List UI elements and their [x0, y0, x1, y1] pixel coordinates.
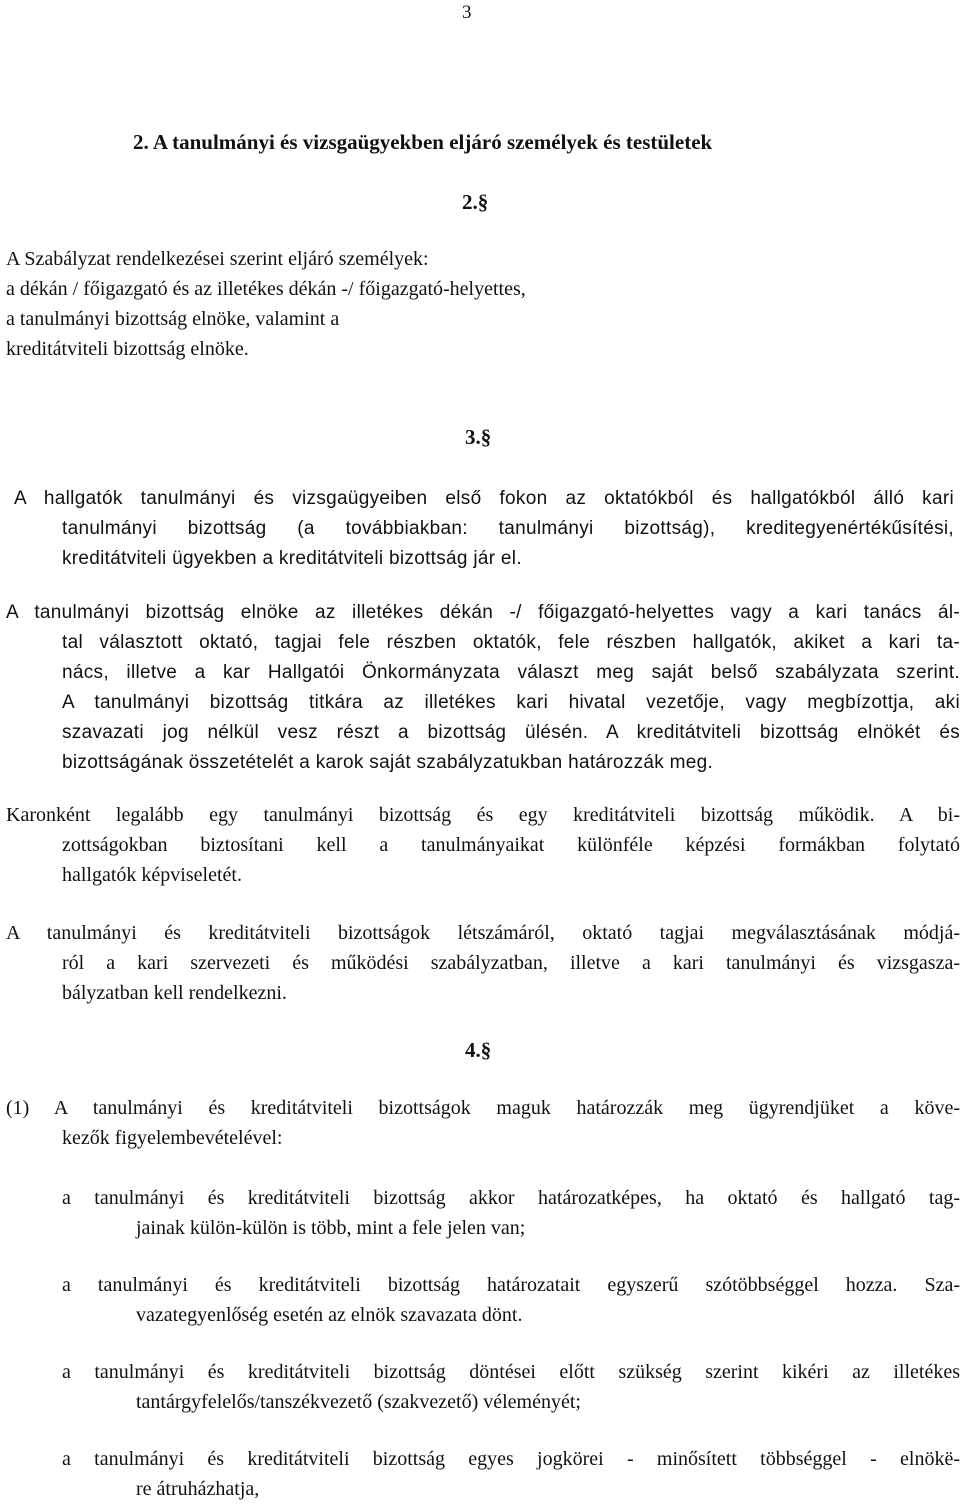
text-line: bályzatban kell rendelkezni.	[62, 982, 287, 1004]
text-line: re átruházhatja,	[136, 1478, 260, 1500]
text-line: szavazati jog nélkül vesz részt a bizottság ülésén. A kreditátviteli bizottság elnökét és	[62, 722, 960, 743]
page-number: 3	[462, 2, 472, 23]
text-line: A Szabályzat rendelkezései szerint eljáró személyek:	[6, 248, 429, 270]
text-line: (1) A tanulmányi és kreditátviteli bizottságok maguk határozzák meg ügyrendjüket a köve-	[6, 1097, 960, 1119]
text-line: a tanulmányi bizottság elnöke, valamint a	[6, 308, 340, 330]
text-line: a dékán / főigazgató és az illetékes dékán -/ főigazgató-helyettes,	[6, 278, 526, 300]
text-line: A tanulmányi bizottság titkára az illetékes kari hivatal vezetője, vagy megbízottja, aki	[62, 692, 960, 713]
text-line: kezők figyelembevételével:	[62, 1127, 283, 1149]
text-line: tal választott oktató, tagjai fele részben oktatók, fele részben hallgatók, akiket a kari ta-	[62, 632, 960, 653]
list-item	[62, 1270, 960, 1330]
text-line: jainak külön-külön is több, mint a fele jelen van;	[136, 1217, 526, 1239]
text-line: kreditátviteli bizottság elnöke.	[6, 338, 249, 360]
text-line: a tanulmányi és kreditátviteli bizottság határozatait egyszerű szótöbbséggel hozza. Sza-	[62, 1274, 960, 1296]
section-4-heading: 4.§	[465, 1038, 492, 1062]
text-line: A tanulmányi és kreditátviteli bizottságok létszámáról, oktató tagjai megválasztásának módjá-	[6, 922, 960, 944]
text-line: a tanulmányi és kreditátviteli bizottság döntései előtt szükség szerint kikéri az illetékes	[62, 1361, 960, 1383]
paragraph-2	[6, 244, 706, 364]
text-line: A tanulmányi bizottság elnöke az illetékes dékán -/ főigazgató-helyettes vagy a kari tanács ál-	[6, 602, 960, 623]
text-line: bizottságának összetételét a karok saját szabályzatukban határozzák meg.	[62, 752, 714, 773]
text-line: a tanulmányi és kreditátviteli bizottság egyes jogkörei - minősített többséggel - elnökë-	[62, 1448, 960, 1470]
text-line: vazategyenlőség esetén az elnök szavazata dönt.	[136, 1304, 523, 1326]
list-item	[62, 1183, 960, 1243]
paragraph-3c	[6, 800, 960, 890]
paragraph-3d	[6, 918, 960, 1008]
text-line: tanulmányi bizottság (a továbbiakban: tanulmányi bizottság), kreditegyenértékűsítési,	[62, 518, 954, 539]
list-item	[62, 1444, 960, 1504]
text-line: tantárgyfelelős/tanszékvezető (szakvezető) véleményét;	[136, 1391, 581, 1413]
text-line: a tanulmányi és kreditátviteli bizottság akkor határozatképes, ha oktató és hallgató tag-	[62, 1187, 960, 1209]
list-item	[62, 1357, 960, 1417]
text-line: zottságokban biztosítani kell a tanulmányaikat különféle képzési formákban folytató	[62, 834, 960, 856]
text-line: kreditátviteli ügyekben a kreditátviteli bizottság jár el.	[62, 548, 522, 569]
text-line: hallgatók képviseletét.	[62, 864, 242, 886]
paragraph-3a	[14, 484, 954, 574]
paragraph-3b	[6, 598, 960, 778]
paragraph-4-1	[6, 1093, 960, 1153]
text-line: A hallgatók tanulmányi és vizsgaügyeiben első fokon az oktatókból és hallgatókból álló kari	[14, 488, 954, 509]
text-line: Karonként legalább egy tanulmányi bizottság és egy kreditátviteli bizottság működik. A bi-	[6, 804, 960, 826]
section-3-heading: 3.§	[465, 425, 492, 449]
section-2-heading: 2.§	[462, 190, 489, 214]
text-line: nács, illetve a kar Hallgatói Önkormányzata választ meg saját belső szabályzata szerint.	[62, 662, 960, 683]
text-line: ról a kari szervezeti és működési szabályzatban, illetve a kari tanulmányi és vizsgasza-	[62, 952, 960, 974]
chapter-heading: 2. A tanulmányi és vizsgaügyekben eljáró személyek és testületek	[133, 130, 713, 154]
